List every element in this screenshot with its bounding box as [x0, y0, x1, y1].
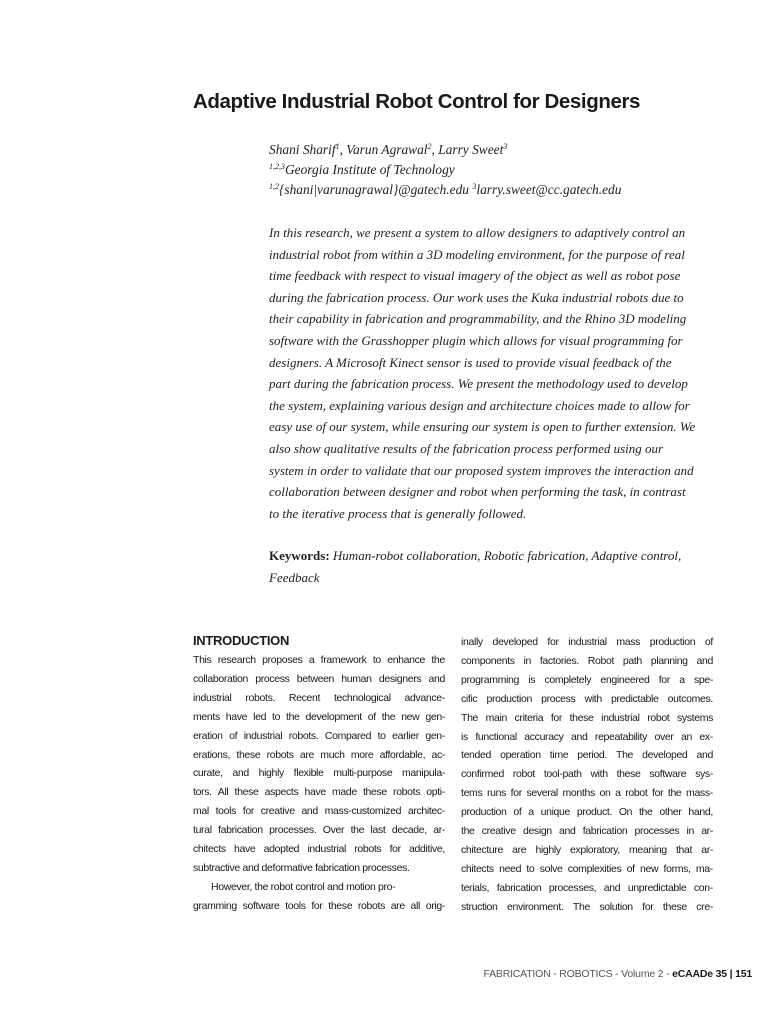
- email-2: larry.sweet@cc.gatech.edu: [476, 182, 622, 197]
- body-word: adopted: [263, 843, 300, 856]
- body-word: made: [331, 786, 357, 799]
- body-word: and: [232, 767, 249, 780]
- body-word: fabrication: [582, 825, 628, 838]
- footer-section: FABRICATION - ROBOTICS - Volume 2 -: [483, 968, 673, 980]
- body-line: [461, 860, 713, 879]
- body-word: of: [626, 862, 635, 875]
- body-word: other: [659, 806, 682, 819]
- body-word: for: [389, 843, 401, 856]
- keywords-line: [269, 545, 713, 567]
- body-word: is: [461, 730, 468, 743]
- body-word: aspects: [264, 786, 299, 799]
- body-word: for: [658, 673, 670, 686]
- body-word: cific: [461, 692, 478, 705]
- body-word: erations,: [193, 748, 231, 761]
- body-word: a: [528, 806, 534, 819]
- body-line: [193, 708, 445, 727]
- body-line: [193, 727, 445, 746]
- body-word: these: [616, 768, 641, 781]
- body-word: industrial: [307, 843, 346, 856]
- body-word: accuracy: [524, 730, 564, 743]
- body-word: development: [305, 710, 362, 723]
- body-word: proposes: [262, 654, 303, 666]
- body-word: opti-: [426, 786, 445, 799]
- body-word: these: [234, 786, 259, 799]
- body-word: of: [513, 806, 522, 819]
- author-block: [269, 140, 729, 200]
- body-line: [193, 897, 445, 916]
- body-word: design: [522, 825, 552, 838]
- abstract-line: during the fabrication process. Our work uses the Kuka industrial robots due to: [269, 289, 684, 305]
- body-word: chitecture: [461, 843, 504, 856]
- body-word: product.: [576, 806, 612, 819]
- body-word: the: [667, 787, 682, 800]
- body-word: process: [255, 672, 290, 685]
- body-word: the: [381, 710, 396, 723]
- body-word: chitects: [461, 862, 494, 875]
- body-word: planning: [650, 654, 688, 667]
- column-right: [461, 633, 713, 917]
- body-line: [461, 784, 713, 803]
- author-2-affil: 2: [427, 142, 432, 151]
- abstract-line: designers. A Microsoft Kinect sensor is used to provide visual feedback of the: [269, 354, 672, 370]
- abstract-line: software with the Grasshopper plugin which allows for visual programming for: [269, 332, 683, 348]
- body-word: months: [562, 787, 595, 800]
- body-word: confirmed: [461, 768, 504, 781]
- body-word: decade,: [391, 824, 427, 837]
- body-word: in: [523, 654, 532, 667]
- body-word: flexible: [293, 767, 324, 780]
- body-word: earlier: [392, 729, 419, 742]
- page-footer: [483, 968, 752, 980]
- body-word: to: [526, 862, 535, 875]
- body-word: criteria: [514, 711, 544, 724]
- body-word: struction: [461, 900, 498, 913]
- body-line: [193, 878, 445, 897]
- body-word: eration: [193, 729, 223, 742]
- abstract-line: easy use of our system, while ensuring our system is open to further extension. We: [269, 419, 696, 435]
- body-word: con-: [693, 881, 713, 894]
- body-word: on: [599, 787, 611, 800]
- body-word: need: [499, 862, 522, 875]
- body-word: production: [486, 692, 533, 705]
- footer-page-number: eCAADe 35 | 151: [672, 968, 752, 980]
- abstract-line: also show qualitative results of the fabrication process performed using our: [269, 440, 664, 456]
- body-word: framework: [320, 654, 367, 666]
- body-word: have: [234, 843, 256, 856]
- author-1-affil: 1: [335, 142, 340, 151]
- body-word: and: [559, 825, 576, 838]
- body-word: for: [550, 711, 563, 724]
- body-word: and: [301, 805, 318, 818]
- body-word: a: [679, 673, 685, 686]
- body-word: tool-path: [543, 768, 582, 781]
- body-word: gen-: [425, 710, 445, 723]
- abstract-line: part during the fabrication process. We present the methodology used to develop: [269, 376, 688, 392]
- body-word: Recent: [288, 691, 321, 704]
- body-word: Over: [322, 824, 345, 837]
- body-word: robot: [625, 787, 648, 800]
- body-line: [193, 821, 445, 840]
- abstract-line: to the iterative process that is generally followed.: [269, 505, 527, 521]
- author-1: Shani Sharif: [269, 142, 336, 157]
- affiliation-text: Georgia Institute of Technology: [285, 162, 455, 177]
- paper-title: Adaptive Industrial Robot Control for Designers: [193, 90, 641, 113]
- body-line: [461, 898, 713, 917]
- body-word: creative: [481, 825, 516, 838]
- body-word: solution: [599, 900, 633, 913]
- body-word: software: [242, 899, 280, 912]
- keywords-line: Feedback: [269, 569, 320, 585]
- body-word: in: [686, 825, 694, 838]
- body-word: fabrication: [496, 881, 542, 894]
- body-line: [193, 651, 445, 670]
- body-word: chitects: [193, 843, 226, 856]
- author-separator: ,: [339, 142, 347, 157]
- body-word: these: [569, 711, 594, 724]
- body-word: period.: [577, 749, 607, 762]
- section-heading-introduction: INTRODUCTION: [193, 633, 290, 648]
- body-word: ex-: [699, 730, 713, 743]
- body-word: for: [311, 899, 323, 912]
- body-word: enhance: [387, 654, 426, 666]
- body-word: affordable,: [379, 748, 426, 761]
- body-word: and: [603, 881, 621, 894]
- body-line: [461, 709, 713, 728]
- body-word: highly: [258, 767, 284, 780]
- body-word: components: [461, 654, 515, 667]
- author-3: Larry Sweet: [438, 142, 504, 157]
- body-word: solve: [539, 862, 563, 875]
- body-word: collaboration: [193, 672, 248, 685]
- body-word: ar-: [701, 843, 713, 856]
- body-word: tended: [461, 749, 492, 762]
- body-word: for: [652, 787, 664, 800]
- body-word: all: [410, 899, 420, 912]
- body-word: robots.: [245, 691, 276, 704]
- body-word: outcomes.: [667, 692, 713, 705]
- author-2: Varun Agrawal: [346, 142, 428, 157]
- body-word: are: [512, 843, 527, 856]
- body-word: This: [193, 654, 212, 666]
- body-text: subtractive and deformative fabrication processes.: [193, 861, 410, 874]
- body-line: [461, 803, 713, 822]
- body-word: developed: [492, 636, 538, 648]
- body-word: to: [272, 710, 281, 723]
- author-separator: ,: [431, 142, 439, 157]
- body-word: environment.: [506, 900, 564, 913]
- body-word: Compared: [324, 729, 372, 742]
- body-word: industrial: [568, 636, 607, 648]
- body-word: technological: [333, 691, 391, 704]
- body-word: tural: [193, 824, 212, 837]
- body-word: production: [461, 806, 507, 819]
- body-word: process: [541, 692, 576, 705]
- keywords: [269, 545, 713, 588]
- body-word: for: [510, 787, 522, 800]
- body-word: programming: [461, 673, 520, 686]
- body-line: [461, 765, 713, 784]
- body-word: robots.: [288, 729, 319, 742]
- email-marker-2: 3: [472, 182, 477, 191]
- affiliation: [269, 160, 729, 180]
- body-word: industrial: [193, 691, 232, 704]
- body-line: [461, 841, 713, 860]
- body-word: runs: [486, 787, 507, 800]
- emails: [269, 180, 729, 200]
- body-word: multi-purpose: [333, 767, 393, 780]
- body-word: processes: [634, 825, 680, 838]
- email-marker-1: 1,2: [269, 182, 279, 191]
- body-word: mass-customized: [324, 805, 402, 818]
- body-word: developed: [642, 749, 688, 762]
- body-word: completely: [544, 673, 592, 686]
- abstract-line: their capability in fabrication and programmability, and the Rhino 3D modeling: [269, 311, 687, 327]
- body-word: a: [615, 787, 621, 800]
- body-word: complexities: [567, 862, 622, 875]
- body-line: [193, 783, 445, 802]
- body-word: with: [590, 768, 608, 781]
- body-line: [193, 670, 445, 689]
- body-word: production: [649, 636, 696, 648]
- body-word: robot: [647, 711, 670, 724]
- body-word: engineered: [600, 673, 650, 686]
- body-word: orig-: [425, 899, 445, 912]
- body-word: additive,: [409, 843, 445, 856]
- body-word: of: [229, 729, 238, 742]
- body-word: cre-: [696, 900, 713, 913]
- body-word: advance-: [404, 691, 445, 704]
- body-line: [193, 746, 445, 765]
- body-word: that: [675, 843, 693, 856]
- body-word: operation: [500, 749, 541, 762]
- body-word: and: [696, 654, 713, 667]
- body-word: last: [370, 824, 386, 837]
- body-word: processes,: [548, 881, 597, 894]
- body-word: mass: [616, 636, 641, 648]
- body-word: an: [680, 730, 692, 743]
- body-word: for: [547, 636, 559, 648]
- body-line: [461, 746, 713, 765]
- body-line: [193, 859, 445, 878]
- body-word: tools: [215, 805, 237, 818]
- body-word: fabrication: [218, 824, 263, 837]
- body-word: tors.: [193, 786, 212, 799]
- body-word: of: [704, 636, 713, 648]
- body-word: ac-: [431, 748, 445, 761]
- body-word: systems: [676, 711, 713, 724]
- body-word: meaning: [628, 843, 667, 856]
- abstract-line: industrial robot from within a 3D modeling environment, for the purpose of real: [269, 246, 685, 262]
- body-word: ma-: [695, 862, 713, 875]
- body-word: robots: [354, 843, 382, 856]
- body-word: designers: [378, 672, 422, 685]
- body-word: unique: [540, 806, 571, 819]
- body-word: for: [642, 900, 654, 913]
- author-names: [269, 140, 729, 160]
- body-word: of: [367, 710, 376, 723]
- body-word: All: [217, 786, 229, 799]
- body-line: [461, 671, 713, 690]
- keywords-text: Human-robot collaboration, Robotic fabrication, Adaptive control,: [329, 548, 682, 563]
- affiliation-marker: 1,2,3: [269, 162, 285, 171]
- body-word: forms,: [663, 862, 691, 875]
- body-word: unpredictable: [627, 881, 687, 894]
- body-word: repeatability: [594, 730, 647, 743]
- body-line: [193, 689, 445, 708]
- body-line: [461, 728, 713, 747]
- column-left: [193, 631, 445, 916]
- body-word: for: [242, 805, 254, 818]
- body-word: The: [572, 900, 590, 913]
- body-word: functional: [475, 730, 517, 743]
- body-word: software: [649, 768, 687, 781]
- abstract: [269, 222, 713, 524]
- body-word: time: [549, 749, 569, 762]
- body-word: with: [584, 692, 602, 705]
- body-word: sys-: [695, 768, 713, 781]
- body-word: architec-: [407, 805, 445, 818]
- body-word: several: [526, 787, 558, 800]
- body-word: inally: [461, 636, 483, 648]
- body-word: The: [616, 749, 634, 762]
- body-line: [461, 652, 713, 671]
- body-word: The: [461, 711, 479, 724]
- body-word: creative: [260, 805, 295, 818]
- abstract-line: system in order to validate that our proposed system improves the interaction and: [269, 462, 694, 478]
- body-word: these: [328, 899, 353, 912]
- body-word: manipula-: [402, 767, 445, 780]
- body-word: processes.: [269, 824, 317, 837]
- body-word: these: [362, 786, 387, 799]
- body-word: factories.: [539, 654, 579, 667]
- body-line: [193, 802, 445, 821]
- body-word: to: [377, 729, 386, 742]
- body-word: and: [696, 749, 713, 762]
- body-word: the: [431, 654, 445, 666]
- body-line: [193, 764, 445, 783]
- body-word: are: [390, 899, 405, 912]
- body-word: terials,: [461, 881, 490, 894]
- body-word: human: [341, 672, 372, 685]
- body-text: However, the robot control and motion pro-: [211, 880, 396, 893]
- body-word: mal: [193, 805, 209, 818]
- body-word: have: [304, 786, 326, 799]
- body-word: these: [662, 900, 687, 913]
- body-word: the: [461, 825, 475, 838]
- body-word: is: [528, 673, 536, 686]
- body-word: ar-: [433, 824, 445, 837]
- body-word: path: [622, 654, 642, 667]
- body-word: hand,: [688, 806, 713, 819]
- body-word: new: [640, 862, 659, 875]
- body-line: [461, 879, 713, 898]
- body-word: led: [253, 710, 267, 723]
- body-word: the: [638, 806, 653, 819]
- body-word: ar-: [701, 825, 713, 838]
- body-line: [461, 633, 713, 652]
- author-3-affil: 3: [503, 142, 508, 151]
- email-1: {shani|varunagrawal}@gatech.edu: [279, 182, 473, 197]
- keywords-label: Keywords:: [269, 548, 330, 563]
- body-word: the: [350, 824, 365, 837]
- body-word: research: [217, 654, 256, 666]
- abstract-line: collaboration between designer and robot when performing the task, in contrast: [269, 484, 686, 500]
- abstract-line: In this research, we present a system to allow designers to adaptively control an: [269, 225, 686, 240]
- body-word: are: [299, 748, 315, 761]
- body-word: curate,: [193, 767, 223, 780]
- body-word: robots: [393, 786, 421, 799]
- body-word: to: [372, 654, 381, 666]
- body-word: a: [308, 654, 315, 666]
- body-word: robots: [357, 899, 385, 912]
- body-word: highly: [535, 843, 561, 856]
- body-word: exploratory,: [569, 843, 620, 856]
- body-word: more: [350, 748, 374, 761]
- body-word: the: [286, 710, 300, 723]
- body-line: [193, 840, 445, 859]
- abstract-line: the system, explaining various design and architecture choices made to allow for: [269, 397, 690, 413]
- body-word: gen-: [425, 729, 445, 742]
- body-word: tools: [285, 899, 306, 912]
- body-word: robots: [266, 748, 294, 761]
- body-word: main: [485, 711, 507, 724]
- body-word: predictable: [611, 692, 659, 705]
- body-word: robot: [512, 768, 535, 781]
- body-line: [461, 690, 713, 709]
- body-word: On: [618, 806, 633, 819]
- body-word: gramming: [193, 899, 237, 912]
- body-word: industrial: [243, 729, 283, 742]
- body-word: spe-: [693, 673, 713, 686]
- body-word: much: [320, 748, 345, 761]
- abstract-line: time feedback with respect to visual imagery of the object as well as robot pose: [269, 268, 681, 284]
- body-word: industrial: [601, 711, 640, 724]
- body-word: and: [428, 672, 445, 685]
- body-word: mass-: [686, 787, 713, 800]
- body-word: new: [401, 710, 420, 723]
- body-word: and: [570, 730, 588, 743]
- body-word: over: [654, 730, 674, 743]
- body-word: have: [225, 710, 248, 723]
- body-word: between: [296, 672, 335, 685]
- body-word: Robot: [587, 654, 615, 667]
- body-word: these: [236, 748, 261, 761]
- body-word: tems: [461, 787, 483, 800]
- body-word: ments: [193, 710, 220, 723]
- body-line: [461, 822, 713, 841]
